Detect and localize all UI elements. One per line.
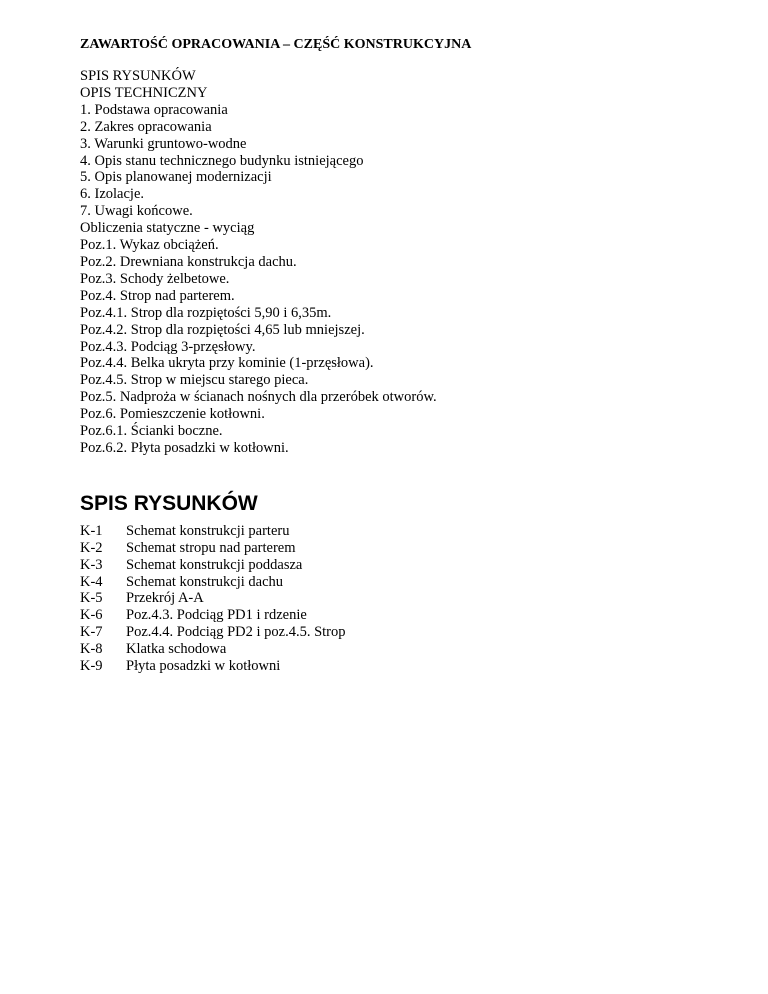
drawing-row [80,624,720,641]
drawing-title: Schemat stropu nad parterem [126,539,296,556]
contents-item: 3. Warunki gruntowo-wodne [80,135,247,152]
drawing-row [80,523,720,540]
contents-item: 4. Opis stanu technicznego budynku istniejącego [80,152,364,169]
document-title: ZAWARTOŚĆ OPRACOWANIA – CZĘŚĆ KONSTRUKCYJNA [80,37,472,52]
contents-item: Poz.6. Pomieszczenie kotłowni. [80,406,265,423]
drawing-code: K-8 [80,641,103,658]
contents-item: Poz.4.4. Belka ukryta przy kominie (1-przęsłowa). [80,355,374,372]
contents-item: 2. Zakres opracowania [80,118,212,135]
drawing-title: Schemat konstrukcji dachu [126,573,284,590]
contents-item: Poz.1. Wykaz obciążeń. [80,237,219,254]
contents-item: Poz.4.5. Strop w miejscu starego pieca. [80,372,309,389]
drawing-title: Poz.4.3. Podciąg PD1 i rdzenie [126,607,307,624]
contents-item: 5. Opis planowanej modernizacji [80,169,272,186]
contents-item: Poz.4.1. Strop dla rozpiętości 5,90 i 6,35m. [80,304,332,321]
drawing-row [80,574,720,591]
drawing-code: K-1 [80,522,103,539]
drawing-code: K-4 [80,573,103,590]
contents-item: Poz.5. Nadproża w ścianach nośnych dla przeróbek otworów. [80,389,437,406]
drawing-title: Przekrój A-A [126,590,204,607]
contents-item: Poz.6.1. Ścianki boczne. [80,423,223,440]
drawing-code: K-3 [80,556,103,573]
contents-item: 1. Podstawa opracowania [80,101,228,118]
contents-item: 6. Izolacje. [80,186,145,203]
drawing-code: K-5 [80,590,103,607]
contents-item: Poz.6.2. Płyta posadzki w kotłowni. [80,439,289,456]
contents-item: Poz.2. Drewniana konstrukcja dachu. [80,253,297,270]
contents-item: OPIS TECHNICZNY [80,84,208,101]
drawing-row [80,641,720,658]
drawing-row [80,557,720,574]
drawings-list [80,523,720,675]
drawing-code: K-2 [80,539,103,556]
drawing-code: K-9 [80,658,103,675]
drawings-heading: SPIS RYSUNKÓW [80,491,258,515]
drawing-code: K-7 [80,624,103,641]
document-page [80,36,720,675]
drawing-title: Schemat konstrukcji parteru [126,522,290,539]
drawing-code: K-6 [80,607,103,624]
drawing-row [80,590,720,607]
drawing-title: Poz.4.4. Podciąg PD2 i poz.4.5. Strop [126,624,346,641]
drawing-row [80,540,720,557]
drawing-row [80,607,720,624]
drawing-title: Klatka schodowa [126,641,227,658]
contents-item: Obliczenia statyczne - wyciąg [80,220,255,237]
contents-item: SPIS RYSUNKÓW [80,68,196,84]
contents-item: Poz.3. Schody żelbetowe. [80,270,230,287]
drawing-title: Schemat konstrukcji poddasza [126,556,303,573]
contents-item: Poz.4.3. Podciąg 3-przęsłowy. [80,338,256,355]
contents-list [80,68,720,457]
drawing-title: Płyta posadzki w kotłowni [126,658,281,675]
contents-item: 7. Uwagi końcowe. [80,203,193,220]
contents-item: Poz.4.2. Strop dla rozpiętości 4,65 lub mniejszej. [80,321,365,338]
drawing-row [80,658,720,675]
contents-item: Poz.4. Strop nad parterem. [80,287,235,304]
